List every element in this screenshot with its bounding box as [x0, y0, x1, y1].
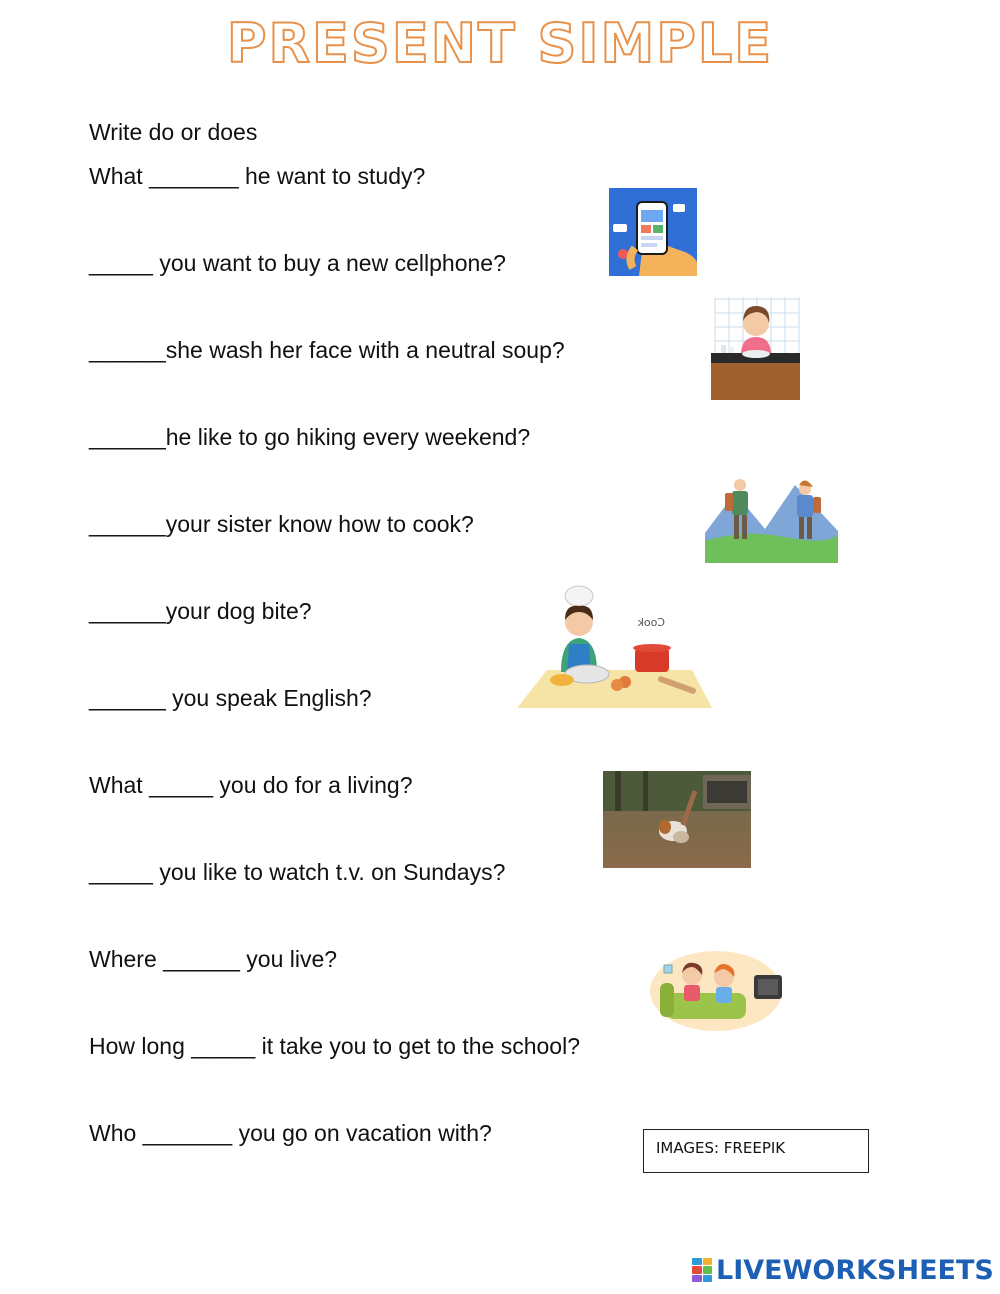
question-2: _____ you want to buy a new cellphone?: [89, 250, 506, 276]
image-credit: IMAGES: FREEPIK: [643, 1129, 869, 1173]
question-7: ______ you speak English?: [89, 685, 372, 711]
question-10: Where ______ you live?: [89, 946, 338, 972]
question-4: ______he like to go hiking every weekend?: [89, 424, 531, 450]
page-title: PRESENT SIMPLE: [226, 12, 774, 75]
tv-watching-image: [646, 947, 784, 1033]
question-11: How long _____ it take you to get to the school?: [89, 1033, 580, 1059]
brand-logo: [692, 1255, 994, 1285]
question-9: _____ you like to watch t.v. on Sundays?: [89, 859, 506, 885]
brand-mark-icon: [692, 1258, 712, 1282]
cook-sign-text: Cook: [637, 616, 665, 629]
brand-name: LIVEWORKSHEETS: [716, 1254, 994, 1286]
cellphone-image: [609, 188, 697, 276]
face-wash-image: [711, 297, 800, 400]
question-5: ______your sister know how to cook?: [89, 511, 474, 537]
dog-photo: [603, 771, 751, 868]
question-1: What _______ he want to study?: [89, 163, 426, 189]
question-12: Who _______ you go on vacation with?: [89, 1120, 492, 1146]
question-3: ______she wash her face with a neutral soup?: [89, 337, 565, 363]
hiking-image: [705, 471, 838, 563]
question-6: ______your dog bite?: [89, 598, 312, 624]
instructions: Write do or does: [89, 119, 258, 145]
cooking-image: [517, 582, 712, 710]
question-8: What _____ you do for a living?: [89, 772, 413, 798]
